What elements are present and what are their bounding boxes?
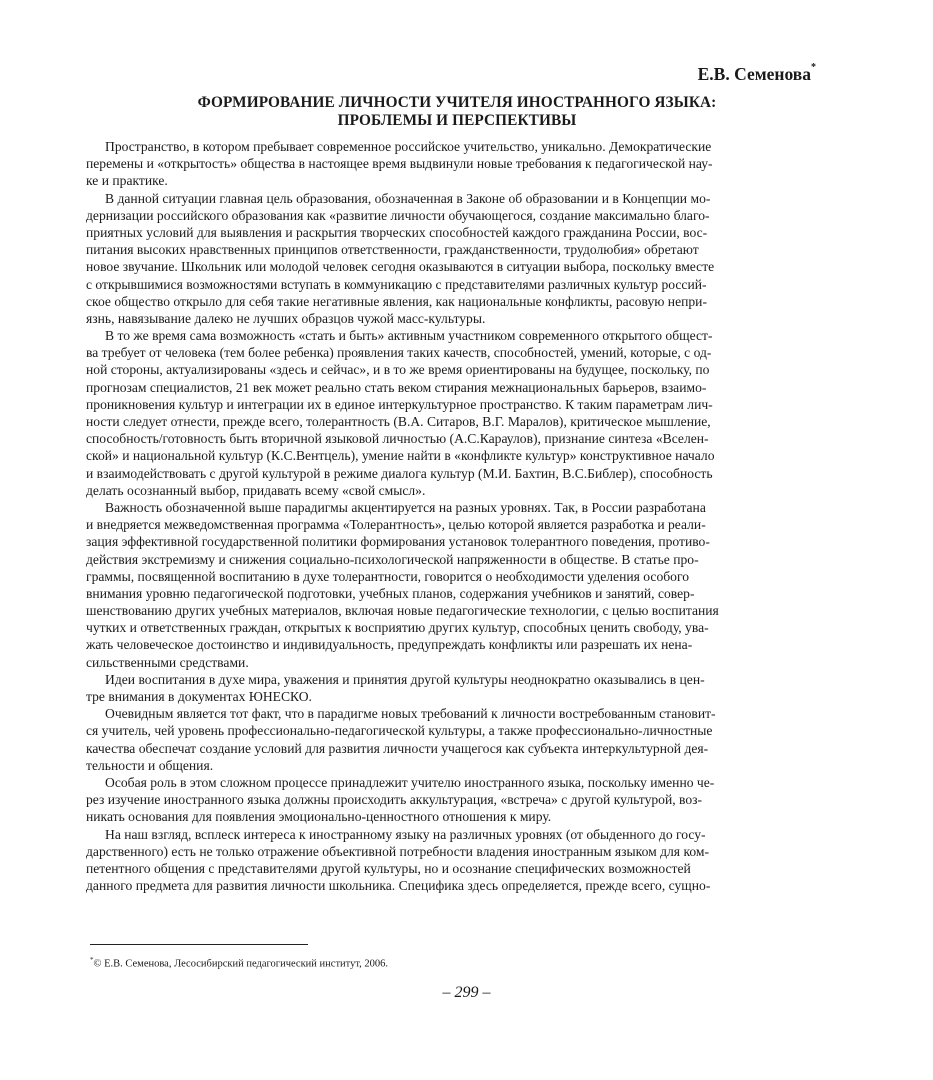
body-line: ся учитель, чей уровень профессионально-педагогической культуры, а также профессионально-личностные: [86, 723, 713, 739]
body-line: В данной ситуации главная цель образования, обозначенная в Законе об образовании и в Концепции мо-: [105, 190, 711, 206]
article-title: [100, 94, 814, 130]
body-line: шенствованию других учебных материалов, включая новые педагогические технологии, с целью воспитания: [86, 603, 719, 619]
body-line: зация эффективной государственной политики формирования установок толерантного поведения, противо-: [86, 534, 710, 550]
body-line: петентного общения с представителями другой культуры, но и осознание специфических возможностей: [86, 860, 691, 876]
title-line: ПРОБЛЕМЫ И ПЕРСПЕКТИВЫ: [337, 112, 577, 129]
article-body: [86, 138, 820, 894]
body-line: действия экстремизму и снижения социально-психологической напряженности в обществе. В статье про-: [86, 551, 699, 567]
body-line: прогнозам специалистов, 21 век может реально стать веком стирания межнациональных барьеров, взаимо-: [86, 379, 707, 395]
body-line: проникновения культур и интеграции их в единое интеркультурное пространство. К таким параметрам лич-: [86, 396, 713, 412]
body-line: рез изучение иностранного языка должны происходить аккультурация, «встреча» с другой культурой, воз-: [86, 792, 703, 808]
footnote-divider: [90, 944, 308, 945]
footnote-mark: *: [90, 956, 94, 964]
body-line: сильственными средствами.: [86, 654, 249, 670]
title-line: ФОРМИРОВАНИЕ ЛИЧНОСТИ УЧИТЕЛЯ ИНОСТРАННОГО ЯЗЫКА:: [197, 94, 717, 111]
body-line: тельности и общения.: [86, 757, 214, 773]
footnote: [90, 956, 388, 970]
body-line: язнь, навязывание далеко не лучших образцов чужой масс-культуры.: [86, 310, 486, 326]
body-line: дарственного) есть не только отражение объективной потребности владения иностранным языком для ком-: [86, 843, 710, 859]
author-footnote-mark: *: [811, 62, 816, 74]
body-line: способность/готовность быть вторичной языковой личностью (А.С.Караулов), признание синтеза «Вселен-: [86, 431, 709, 447]
body-line: качества обеспечат создание условий для развития личности учащегося как субъекта интеркультурной дея-: [86, 740, 709, 756]
body-line: перемены и «открытость» общества в настоящее время выдвинули новые требования к педагогической нау-: [86, 156, 713, 172]
body-line: Пространство, в котором пребывает современное российское учительство, уникально. Демократические: [105, 139, 712, 154]
body-line: внимания уровню педагогической подготовки, учебных планов, содержания учебников и занятий, совер-: [86, 585, 695, 601]
author-name: Е.В. Семенова*: [697, 62, 816, 84]
body-line: В то же время сама возможность «стать и быть» активным участником современного открытого общест-: [105, 328, 713, 344]
body-line: ке и практике.: [86, 173, 168, 189]
body-line: делать осознанный выбор, придавать всему «свой смысл».: [86, 482, 426, 498]
body-line: данного предмета для развития личности школьника. Специфика здесь определяется, прежде всего, сущно-: [86, 878, 711, 894]
body-line: Идеи воспитания в духе мира, уважения и принятия другой культуры неоднократно оказывались в цен-: [105, 671, 705, 687]
body-line: Важность обозначенной выше парадигмы акцентируется на разных уровнях. Так, в России разработана: [105, 499, 706, 515]
body-line: ности следует отнести, прежде всего, толерантность (В.А. Ситаров, В.Г. Маралов), критическое мышление,: [86, 414, 711, 429]
body-line: с открывшимися возможностями вступать в коммуникацию с представителями различных культур россий-: [86, 276, 707, 292]
body-line: дернизации российского образования как «развитие личности обучающегося, создание максимально благо-: [86, 207, 710, 223]
body-line: новое звучание. Школьник или молодой человек сегодня оказываются в ситуации выбора, поскольку вместе: [86, 259, 715, 275]
body-line: граммы, посвященной воспитанию в духе толерантности, говорится о необходимости уделения особого: [86, 568, 690, 584]
body-line: На наш взгляд, всплеск интереса к иностранному языку на различных уровнях (от обыденного до госу-: [105, 826, 706, 842]
page-number: – 299 –: [442, 984, 491, 1001]
body-line: Очевидным является тот факт, что в парадигме новых требований к личности востребованным становит-: [105, 706, 716, 722]
body-line: приятных условий для выявления и раскрытия творческих способностей каждого гражданина России, вос-: [86, 224, 708, 240]
body-line: питания высоких нравственных принципов ответственности, гражданственности, трудолюбия» обретают: [86, 242, 699, 258]
body-line: чутких и ответственных граждан, открытых к восприятию других культур, способных ценить свободу, ува-: [86, 620, 709, 636]
body-line: жать человеческое достоинство и индивидуальность, предупреждать конфликты или разрешать их нена-: [86, 637, 693, 653]
body-line: ское общество открыло для себя такие негативные явления, как национальные конфликты, расовую непри-: [86, 293, 707, 309]
body-line: Особая роль в этом сложном процессе принадлежит учителю иностранного языка, поскольку именно че-: [105, 774, 715, 790]
body-line: ной стороны, актуализированы «здесь и сейчас», и в то же время ориентированы на будущее, поскольку, по: [86, 362, 710, 378]
body-line: ской» и национальной культур (К.С.Вентцель), умение найти в «конфликте культур» конструктивное начало: [86, 448, 715, 464]
body-line: и внедряется межведомственная программа «Толерантность», целью которой является разработка и реали-: [86, 517, 706, 533]
body-line: и взаимодействовать с другой культурой в режиме диалога культур (М.И. Бахтин, В.С.Библер), способность: [86, 465, 713, 481]
body-line: никать основания для появления эмоционально-ценностного отношения к миру.: [86, 809, 552, 825]
body-line: ва требует от человека (тем более ребенка) проявления таких качеств, способностей, умений, которые, с од-: [86, 345, 712, 361]
footnote-text: © Е.В. Семенова, Лесосибирский педагогический институт, 2006.: [93, 958, 389, 970]
body-line: тре внимания в документах ЮНЕСКО.: [86, 689, 312, 704]
